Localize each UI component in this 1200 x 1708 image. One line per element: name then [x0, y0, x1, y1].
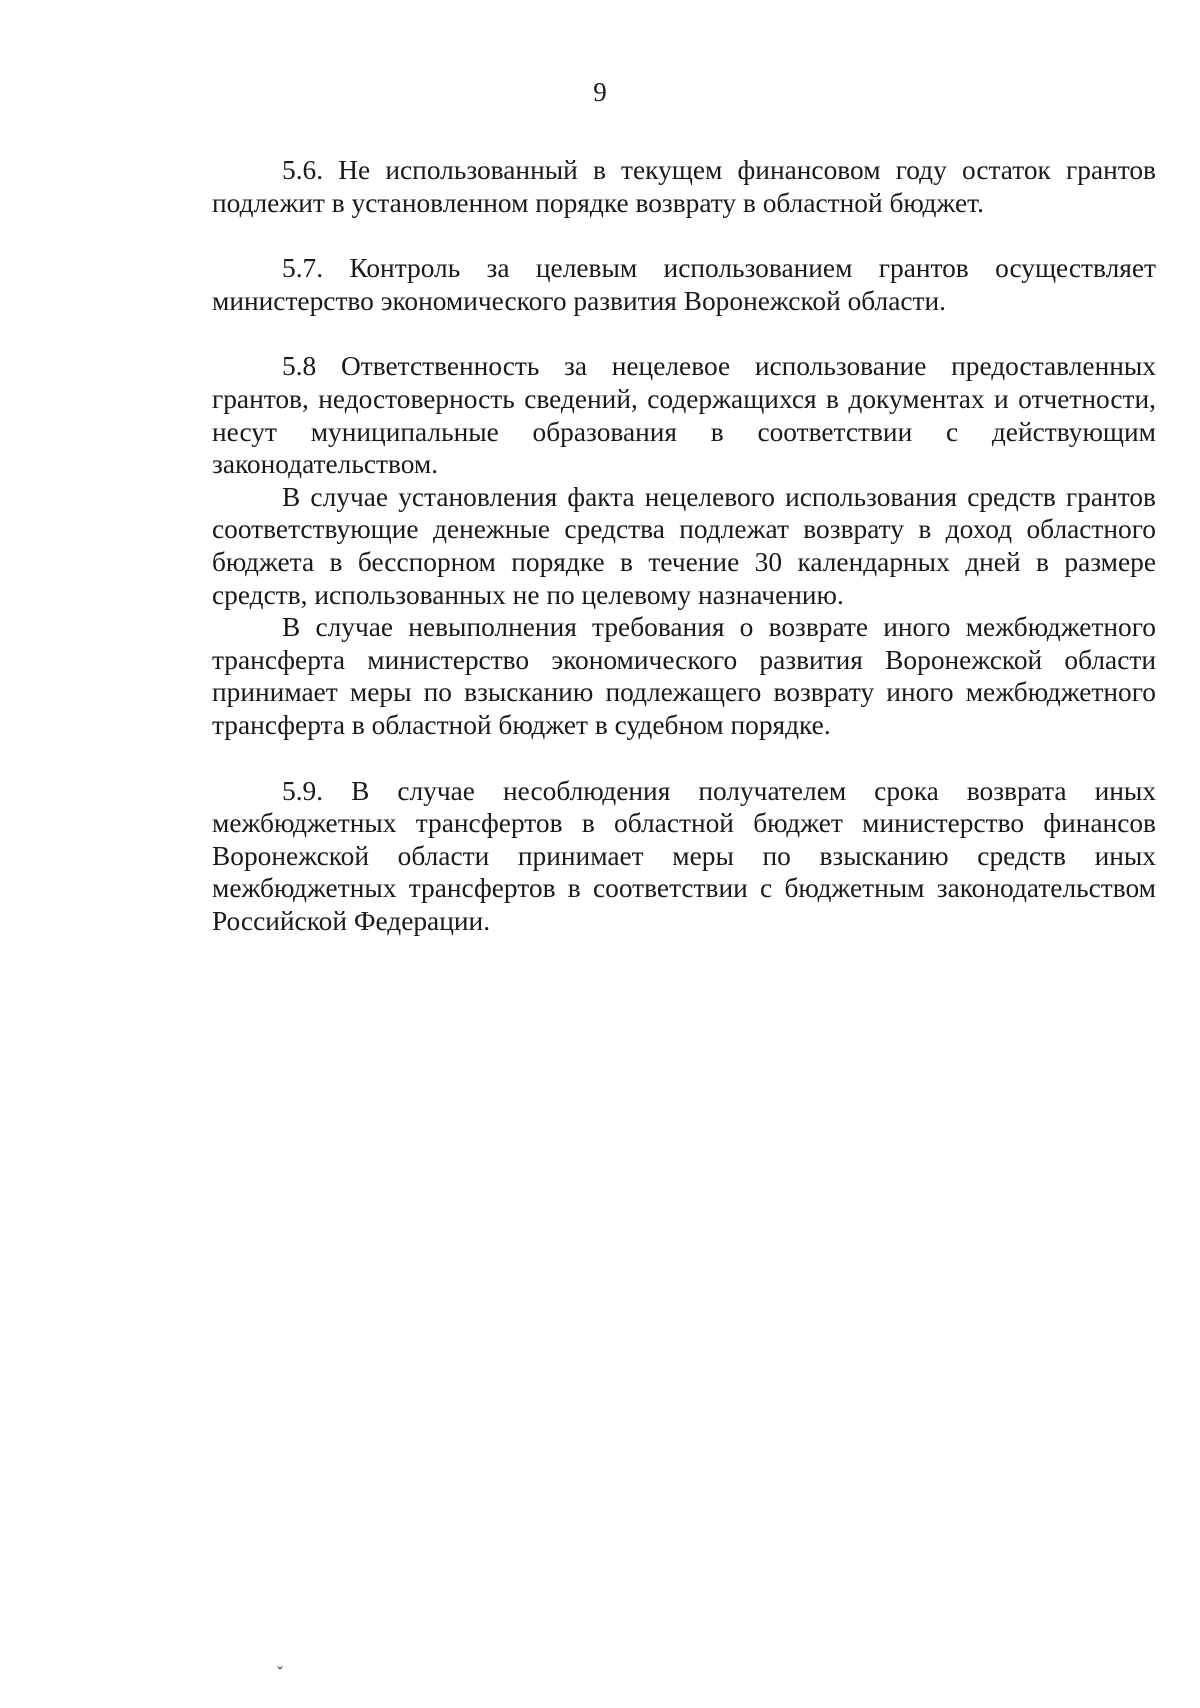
- document-body: [212, 154, 1156, 937]
- paragraph-5-8-misuse: В случае установления факта нецелевого использования средств грантов соответствующие денежные средства подлежат возврату в доход областного бюджета в бесспорном порядке в течение 30 календарных дней в размере средств, использованных не по целевому назначению.: [212, 481, 1156, 610]
- paragraph-5-6: 5.6. Не использованный в текущем финансовом году остаток грантов подлежит в установленном порядке возврату в областной бюджет.: [212, 155, 1156, 218]
- paragraph-5-8: 5.8 Ответственность за нецелевое использование предоставленных грантов, недостоверность сведений, содержащихся в документах и отчетности, несут муниципальные образования в соответствии с действующим законодательством.: [212, 351, 1156, 480]
- paragraph-5-7: 5.7. Контроль за целевым использованием грантов осуществляет министерство экономического развития Воронежской области.: [212, 253, 1156, 316]
- paragraph-5-9: 5.9. В случае несоблюдения получателем срока возврата иных межбюджетных трансфертов в областной бюджет министерство финансов Воронежской области принимает меры по взысканию средств иных межбюджетных трансфертов в соответствии с бюджетным законодательством Российской Федерации.: [212, 775, 1156, 936]
- scan-mark: ˇ: [277, 1663, 283, 1683]
- paragraph-5-8-nonfulfillment: В случае невыполнения требования о возврате иного межбюджетного трансферта министерство экономического развития Воронежской области принимает меры по взысканию подлежащего возврату иного межбюджетного трансферта в областной бюджет в судебном порядке.: [212, 612, 1156, 740]
- page-number: 9: [593, 77, 607, 107]
